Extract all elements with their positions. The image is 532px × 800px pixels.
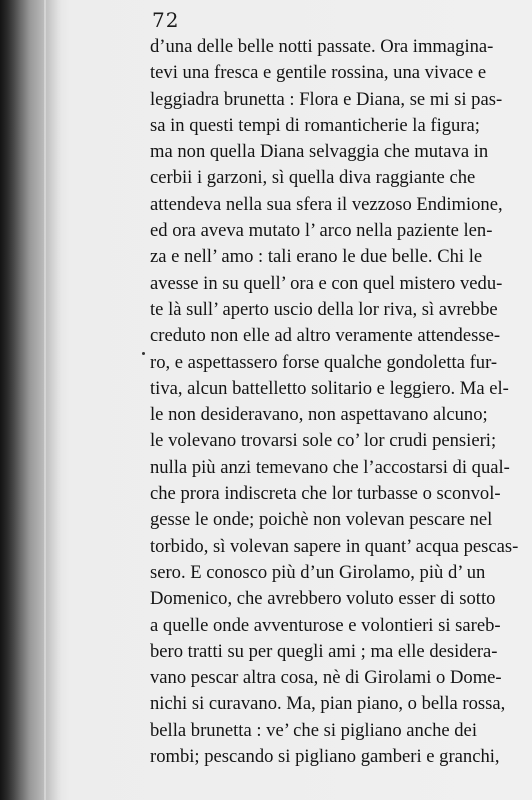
- text-line: che prora indiscreta che lor turbasse o sconvol-: [150, 483, 501, 505]
- text-line: le non desideravano, non aspettavano alcuno;: [150, 404, 488, 426]
- text-line: vano pescar altra cosa, nè di Girolami o Dome-: [150, 667, 502, 689]
- text-line: tevi una fresca e gentile rossina, una vivace e: [150, 62, 487, 84]
- text-line: bella brunetta : ve’ che si pigliano anche dei: [150, 719, 477, 741]
- text-line: le volevano trovarsi sole co’ lor crudi pensieri;: [150, 430, 497, 452]
- text-line: ma non quella Diana selvaggia che mutava in: [150, 141, 489, 163]
- text-line: sero. E conosco più d’un Girolamo, più d’ un: [150, 561, 486, 583]
- page-fold-line: [44, 0, 46, 800]
- text-line: bero tratti su per quegli ami ; ma elle desidera-: [150, 640, 498, 662]
- text-line: tiva, alcun battelletto solitario e leggiero. Ma el-: [150, 377, 509, 399]
- text-line: creduto non elle ad altro veramente attendesse-: [150, 325, 501, 347]
- text-line: leggiadra brunetta : Flora e Diana, se mi si pas-: [150, 88, 503, 110]
- text-line: za e nell’ amo : tali erano le due belle. Chi le: [150, 246, 483, 268]
- text-line: rombi; pescando si pigliano gamberi e granchi,: [150, 746, 500, 768]
- text-line: d’una delle belle notti passate. Ora immagina-: [150, 36, 494, 57]
- text-line: avesse in su quell’ ora e con quel mistero vedu-: [150, 272, 503, 294]
- text-line: nichi si curavano. Ma, pian piano, o bella rossa,: [150, 693, 506, 715]
- text-line: attendeva nella sua sfera il vezzoso Endimione,: [150, 193, 503, 215]
- text-line: cerbii i garzoni, sì quella diva raggiante che: [150, 167, 476, 189]
- book-gutter-shadow: [0, 0, 62, 800]
- text-line: sa in questi tempi di romanticherie la figura;: [150, 114, 480, 136]
- page-number: 72: [152, 8, 180, 32]
- text-line: te là sull’ aperto uscio della lor riva, sì avrebbe: [150, 298, 498, 320]
- text-line: gesse le onde; poichè non volevan pescare nel: [150, 509, 493, 531]
- text-line: Domenico, che avrebbero voluto esser di sotto: [150, 588, 496, 610]
- text-line: ed ora aveva mutato l’ arco nella paziente len-: [150, 220, 493, 242]
- text-line: ro, e aspettassero forse qualche gondoletta fur-: [150, 351, 498, 373]
- ink-speck: [142, 352, 145, 355]
- body-text: [150, 34, 532, 770]
- text-line: a quelle onde avventurose e volontieri si sareb-: [150, 614, 501, 636]
- text-line: torbido, sì volevan sapere in quant’ acqua pescas-: [150, 535, 519, 557]
- text-line: nulla più anzi temevano che l’accostarsi di qual-: [150, 456, 510, 478]
